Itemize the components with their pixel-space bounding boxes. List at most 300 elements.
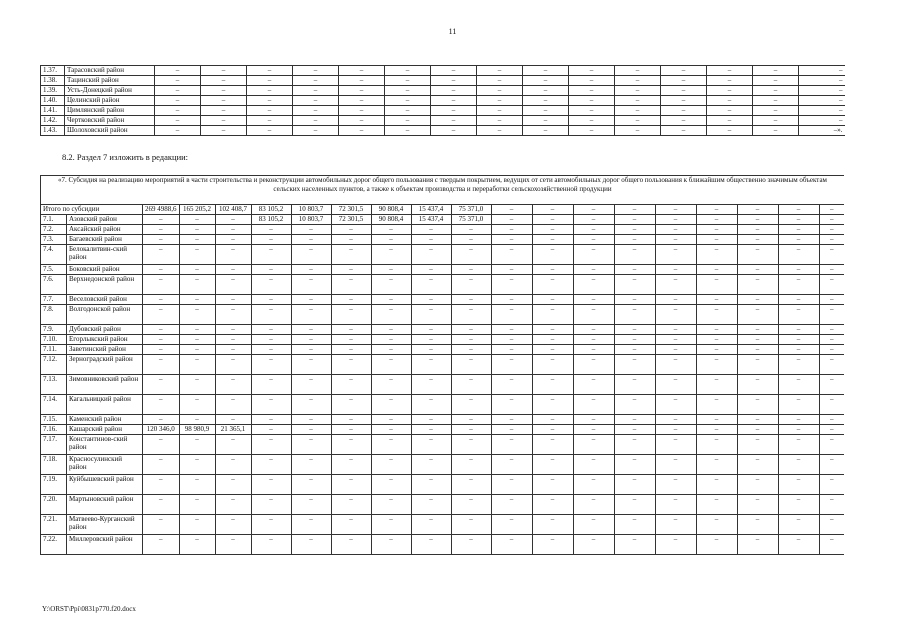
- total-cell: 102 408,7: [215, 205, 251, 215]
- total-cell: –: [573, 205, 614, 215]
- data-cell: –: [573, 535, 614, 555]
- data-cell: –: [143, 535, 180, 555]
- data-cell: –: [819, 515, 844, 535]
- data-cell: –: [737, 225, 778, 235]
- data-cell: –: [371, 295, 411, 305]
- data-cell: –: [615, 76, 661, 86]
- data-cell: –: [251, 455, 291, 475]
- data-cell: –: [331, 245, 371, 265]
- data-cell: –: [411, 335, 451, 345]
- data-cell: –: [615, 106, 661, 116]
- data-cell: –: [819, 355, 844, 375]
- data-cell: –: [179, 455, 215, 475]
- data-cell: –: [573, 345, 614, 355]
- total-cell: –: [614, 205, 655, 215]
- data-cell: –: [491, 345, 532, 355]
- data-cell: –: [143, 265, 180, 275]
- district-name: Аксайский район: [67, 225, 143, 235]
- data-cell: –: [799, 116, 845, 126]
- data-cell: –: [371, 395, 411, 415]
- data-cell: –: [179, 235, 215, 245]
- data-cell: –: [819, 225, 844, 235]
- data-cell: –: [331, 375, 371, 395]
- data-cell: –: [215, 415, 251, 425]
- data-cell: –: [179, 275, 215, 295]
- data-cell: –: [331, 335, 371, 345]
- data-cell: –: [143, 305, 180, 325]
- data-cell: –: [819, 475, 844, 495]
- data-cell: –: [291, 455, 331, 475]
- data-cell: –: [819, 215, 844, 225]
- table-row: [41, 325, 845, 335]
- data-cell: –: [143, 225, 180, 235]
- table-row: [41, 355, 845, 375]
- data-cell: –: [737, 515, 778, 535]
- data-cell: –: [293, 66, 339, 76]
- data-cell: –: [451, 305, 491, 325]
- data-cell: –: [411, 305, 451, 325]
- data-cell: –: [696, 215, 737, 225]
- data-cell: –: [201, 116, 247, 126]
- data-cell: –: [696, 355, 737, 375]
- table-row: [41, 215, 845, 225]
- data-cell: –: [696, 435, 737, 455]
- data-cell: –: [291, 295, 331, 305]
- data-cell: –».: [799, 126, 845, 136]
- data-cell: –: [331, 475, 371, 495]
- data-cell: –: [532, 425, 573, 435]
- row-number: 7.16.: [41, 425, 67, 435]
- data-cell: –: [696, 415, 737, 425]
- data-cell: –: [696, 245, 737, 265]
- data-cell: –: [778, 355, 819, 375]
- data-cell: –: [251, 515, 291, 535]
- data-cell: –: [339, 86, 385, 96]
- data-cell: –: [251, 335, 291, 345]
- table-row: [41, 76, 845, 86]
- data-cell: –: [523, 116, 569, 126]
- data-cell: –: [696, 325, 737, 335]
- data-cell: –: [661, 86, 707, 96]
- data-cell: –: [696, 475, 737, 495]
- data-cell: –: [331, 325, 371, 335]
- data-cell: –: [371, 265, 411, 275]
- data-cell: –: [532, 225, 573, 235]
- data-cell: –: [573, 225, 614, 235]
- data-cell: –: [778, 495, 819, 515]
- data-cell: –: [371, 225, 411, 235]
- data-cell: –: [614, 325, 655, 335]
- data-cell: –: [778, 345, 819, 355]
- data-cell: –: [655, 395, 696, 415]
- data-cell: –: [532, 245, 573, 265]
- data-cell: –: [491, 355, 532, 375]
- data-cell: –: [339, 96, 385, 106]
- table-row: [41, 225, 845, 235]
- data-cell: –: [451, 435, 491, 455]
- data-cell: –: [655, 475, 696, 495]
- data-cell: –: [371, 335, 411, 345]
- data-cell: –: [491, 495, 532, 515]
- data-cell: –: [753, 76, 799, 86]
- data-cell: –: [247, 86, 293, 96]
- data-cell: –: [819, 455, 844, 475]
- data-cell: –: [661, 126, 707, 136]
- row-number: 7.1.: [41, 215, 67, 225]
- data-cell: –: [331, 265, 371, 275]
- data-cell: –: [201, 86, 247, 96]
- data-cell: –: [614, 295, 655, 305]
- district-name: Верхнедонской район: [67, 275, 143, 295]
- district-name: Белокалитвин-ский район: [67, 245, 143, 265]
- district-name: Мартыновский район: [67, 495, 143, 515]
- file-path-footer: Y:\ORST\Ppi\0831p770.f20.docx: [42, 605, 136, 613]
- data-cell: –: [215, 515, 251, 535]
- data-cell: –: [215, 345, 251, 355]
- data-cell: –: [293, 126, 339, 136]
- data-cell: –: [215, 435, 251, 455]
- data-cell: –: [778, 425, 819, 435]
- row-number: 7.2.: [41, 225, 67, 235]
- data-cell: –: [215, 215, 251, 225]
- total-cell: 83 105,2: [251, 205, 291, 215]
- data-cell: –: [201, 96, 247, 106]
- data-cell: –: [707, 86, 753, 96]
- total-cell: –: [778, 205, 819, 215]
- data-cell: –: [696, 275, 737, 295]
- data-cell: –: [819, 435, 844, 455]
- data-cell: –: [655, 325, 696, 335]
- data-cell: –: [573, 305, 614, 325]
- district-name: Егорлыкский район: [67, 335, 143, 345]
- data-cell: –: [532, 325, 573, 335]
- data-cell: 10 803,7: [291, 215, 331, 225]
- data-cell: –: [696, 395, 737, 415]
- data-cell: –: [707, 126, 753, 136]
- data-cell: –: [179, 325, 215, 335]
- row-number: 7.14.: [41, 395, 67, 415]
- data-cell: –: [291, 425, 331, 435]
- data-cell: –: [339, 66, 385, 76]
- row-number: 7.7.: [41, 295, 67, 305]
- data-cell: –: [614, 235, 655, 245]
- data-cell: –: [293, 96, 339, 106]
- data-cell: –: [179, 215, 215, 225]
- district-name: Тарасовский район: [65, 66, 155, 76]
- row-number: 7.10.: [41, 335, 67, 345]
- data-cell: 98 980,9: [179, 425, 215, 435]
- data-cell: –: [431, 126, 477, 136]
- data-cell: –: [215, 495, 251, 515]
- data-cell: –: [291, 395, 331, 415]
- data-cell: –: [155, 96, 201, 106]
- data-cell: –: [477, 66, 523, 76]
- row-number: 7.12.: [41, 355, 67, 375]
- data-cell: –: [411, 455, 451, 475]
- data-cell: –: [451, 275, 491, 295]
- data-cell: –: [737, 345, 778, 355]
- data-cell: –: [573, 355, 614, 375]
- data-cell: –: [737, 495, 778, 515]
- data-cell: –: [411, 415, 451, 425]
- data-cell: –: [431, 76, 477, 86]
- data-cell: –: [614, 415, 655, 425]
- data-cell: –: [655, 225, 696, 235]
- data-cell: –: [661, 66, 707, 76]
- data-cell: –: [331, 515, 371, 535]
- total-label: Итого по субсидии: [41, 205, 143, 215]
- data-cell: –: [532, 475, 573, 495]
- data-cell: –: [371, 235, 411, 245]
- data-cell: –: [614, 305, 655, 325]
- data-cell: –: [143, 295, 180, 305]
- total-cell: –: [491, 205, 532, 215]
- data-cell: –: [819, 275, 844, 295]
- data-cell: –: [155, 116, 201, 126]
- data-cell: –: [778, 225, 819, 235]
- data-cell: –: [155, 86, 201, 96]
- data-cell: –: [411, 535, 451, 555]
- data-cell: –: [215, 305, 251, 325]
- data-cell: –: [431, 86, 477, 96]
- data-cell: –: [411, 375, 451, 395]
- table-row: [41, 116, 845, 126]
- data-cell: –: [143, 495, 180, 515]
- data-cell: –: [573, 395, 614, 415]
- data-cell: –: [143, 455, 180, 475]
- data-cell: –: [491, 305, 532, 325]
- data-cell: 75 371,0: [451, 215, 491, 225]
- total-cell: –: [737, 205, 778, 215]
- data-cell: –: [737, 415, 778, 425]
- data-cell: –: [251, 415, 291, 425]
- district-name: Кагальницкий район: [67, 395, 143, 415]
- data-cell: –: [477, 126, 523, 136]
- data-cell: –: [696, 335, 737, 345]
- table-row: [41, 235, 845, 245]
- data-cell: –: [411, 425, 451, 435]
- table-title-row: [41, 176, 845, 205]
- data-cell: –: [291, 415, 331, 425]
- data-cell: –: [778, 275, 819, 295]
- data-cell: –: [737, 335, 778, 345]
- data-cell: –: [491, 435, 532, 455]
- data-cell: –: [523, 106, 569, 116]
- data-cell: –: [573, 425, 614, 435]
- data-cell: –: [247, 126, 293, 136]
- data-cell: –: [251, 355, 291, 375]
- data-cell: –: [251, 225, 291, 235]
- data-cell: –: [291, 335, 331, 345]
- data-cell: –: [819, 375, 844, 395]
- data-cell: –: [491, 535, 532, 555]
- data-cell: –: [655, 235, 696, 245]
- data-cell: –: [411, 475, 451, 495]
- row-number: 1.41.: [41, 106, 65, 116]
- data-cell: –: [331, 355, 371, 375]
- data-cell: –: [614, 395, 655, 415]
- data-cell: –: [614, 375, 655, 395]
- data-cell: –: [179, 335, 215, 345]
- data-cell: –: [491, 375, 532, 395]
- district-name: Веселовский район: [67, 295, 143, 305]
- data-cell: –: [696, 535, 737, 555]
- data-cell: –: [291, 235, 331, 245]
- data-cell: –: [179, 475, 215, 495]
- data-cell: –: [532, 495, 573, 515]
- row-number: 1.40.: [41, 96, 65, 106]
- data-cell: –: [655, 515, 696, 535]
- data-cell: –: [451, 495, 491, 515]
- data-cell: –: [491, 265, 532, 275]
- data-cell: –: [655, 425, 696, 435]
- data-cell: –: [696, 425, 737, 435]
- data-cell: –: [293, 86, 339, 96]
- data-cell: –: [661, 116, 707, 126]
- data-cell: –: [532, 335, 573, 345]
- data-cell: –: [532, 455, 573, 475]
- data-cell: –: [215, 535, 251, 555]
- data-cell: –: [251, 295, 291, 305]
- data-cell: –: [819, 305, 844, 325]
- data-cell: –: [143, 475, 180, 495]
- data-cell: –: [451, 355, 491, 375]
- data-cell: 15 437,4: [411, 215, 451, 225]
- row-number: 7.6.: [41, 275, 67, 295]
- data-cell: –: [737, 235, 778, 245]
- data-cell: –: [215, 265, 251, 275]
- row-number: 7.8.: [41, 305, 67, 325]
- data-cell: –: [371, 345, 411, 355]
- data-cell: –: [569, 86, 615, 96]
- data-cell: –: [614, 225, 655, 235]
- data-cell: –: [655, 415, 696, 425]
- data-cell: –: [143, 335, 180, 345]
- data-cell: –: [251, 435, 291, 455]
- data-cell: 72 301,5: [331, 215, 371, 225]
- data-cell: –: [247, 76, 293, 86]
- data-cell: –: [615, 116, 661, 126]
- data-cell: –: [753, 106, 799, 116]
- data-cell: –: [371, 275, 411, 295]
- data-cell: –: [411, 395, 451, 415]
- district-name: Матвеево-Курганский район: [67, 515, 143, 535]
- data-cell: –: [655, 265, 696, 275]
- table-row: [41, 305, 845, 325]
- data-cell: –: [371, 305, 411, 325]
- data-cell: –: [819, 295, 844, 305]
- district-name: Цимлянский район: [65, 106, 155, 116]
- data-cell: –: [291, 515, 331, 535]
- total-cell: –: [655, 205, 696, 215]
- data-cell: –: [251, 535, 291, 555]
- data-cell: –: [411, 225, 451, 235]
- data-cell: –: [251, 325, 291, 335]
- data-cell: –: [532, 295, 573, 305]
- district-name: Волгодонской район: [67, 305, 143, 325]
- data-cell: –: [614, 475, 655, 495]
- data-cell: –: [411, 265, 451, 275]
- row-number: 7.9.: [41, 325, 67, 335]
- data-cell: –: [331, 275, 371, 295]
- data-cell: –: [477, 86, 523, 96]
- district-name: Заветинский район: [67, 345, 143, 355]
- data-cell: –: [615, 126, 661, 136]
- data-cell: –: [753, 96, 799, 106]
- data-cell: –: [251, 245, 291, 265]
- data-cell: –: [411, 325, 451, 335]
- data-cell: –: [655, 295, 696, 305]
- data-cell: –: [696, 375, 737, 395]
- data-cell: –: [655, 535, 696, 555]
- data-cell: –: [737, 535, 778, 555]
- data-cell: –: [251, 265, 291, 275]
- data-cell: –: [491, 395, 532, 415]
- table-row: [41, 126, 845, 136]
- data-cell: –: [491, 425, 532, 435]
- row-number: 7.4.: [41, 245, 67, 265]
- data-cell: –: [778, 415, 819, 425]
- district-name: Тацинский район: [65, 76, 155, 86]
- data-cell: –: [696, 455, 737, 475]
- data-cell: –: [573, 325, 614, 335]
- data-cell: –: [655, 335, 696, 345]
- data-cell: –: [614, 425, 655, 435]
- data-cell: –: [573, 245, 614, 265]
- data-cell: –: [331, 455, 371, 475]
- data-cell: –: [569, 66, 615, 76]
- data-cell: –: [799, 86, 845, 96]
- data-cell: –: [371, 435, 411, 455]
- data-cell: –: [385, 66, 431, 76]
- data-cell: –: [569, 96, 615, 106]
- data-cell: –: [532, 345, 573, 355]
- data-cell: –: [179, 435, 215, 455]
- table-row: [41, 96, 845, 106]
- data-cell: –: [179, 345, 215, 355]
- data-cell: –: [291, 305, 331, 325]
- data-cell: –: [707, 96, 753, 106]
- data-cell: –: [143, 355, 180, 375]
- district-name: Зерноградский район: [67, 355, 143, 375]
- data-cell: –: [251, 305, 291, 325]
- row-number: 7.5.: [41, 265, 67, 275]
- data-cell: –: [573, 265, 614, 275]
- data-cell: –: [331, 225, 371, 235]
- data-cell: –: [614, 345, 655, 355]
- row-number: 7.22.: [41, 535, 67, 555]
- data-cell: –: [291, 325, 331, 335]
- data-cell: –: [251, 395, 291, 415]
- total-cell: 75 371,0: [451, 205, 491, 215]
- data-cell: –: [778, 335, 819, 345]
- data-cell: –: [331, 345, 371, 355]
- data-cell: –: [614, 275, 655, 295]
- data-cell: –: [179, 245, 215, 265]
- data-cell: –: [523, 66, 569, 76]
- data-cell: –: [331, 425, 371, 435]
- data-cell: –: [451, 325, 491, 335]
- data-cell: –: [155, 106, 201, 116]
- data-cell: –: [179, 515, 215, 535]
- data-cell: –: [655, 305, 696, 325]
- data-cell: –: [331, 305, 371, 325]
- data-cell: –: [385, 126, 431, 136]
- data-cell: –: [247, 116, 293, 126]
- data-cell: –: [339, 126, 385, 136]
- data-cell: –: [201, 76, 247, 86]
- data-cell: –: [753, 66, 799, 76]
